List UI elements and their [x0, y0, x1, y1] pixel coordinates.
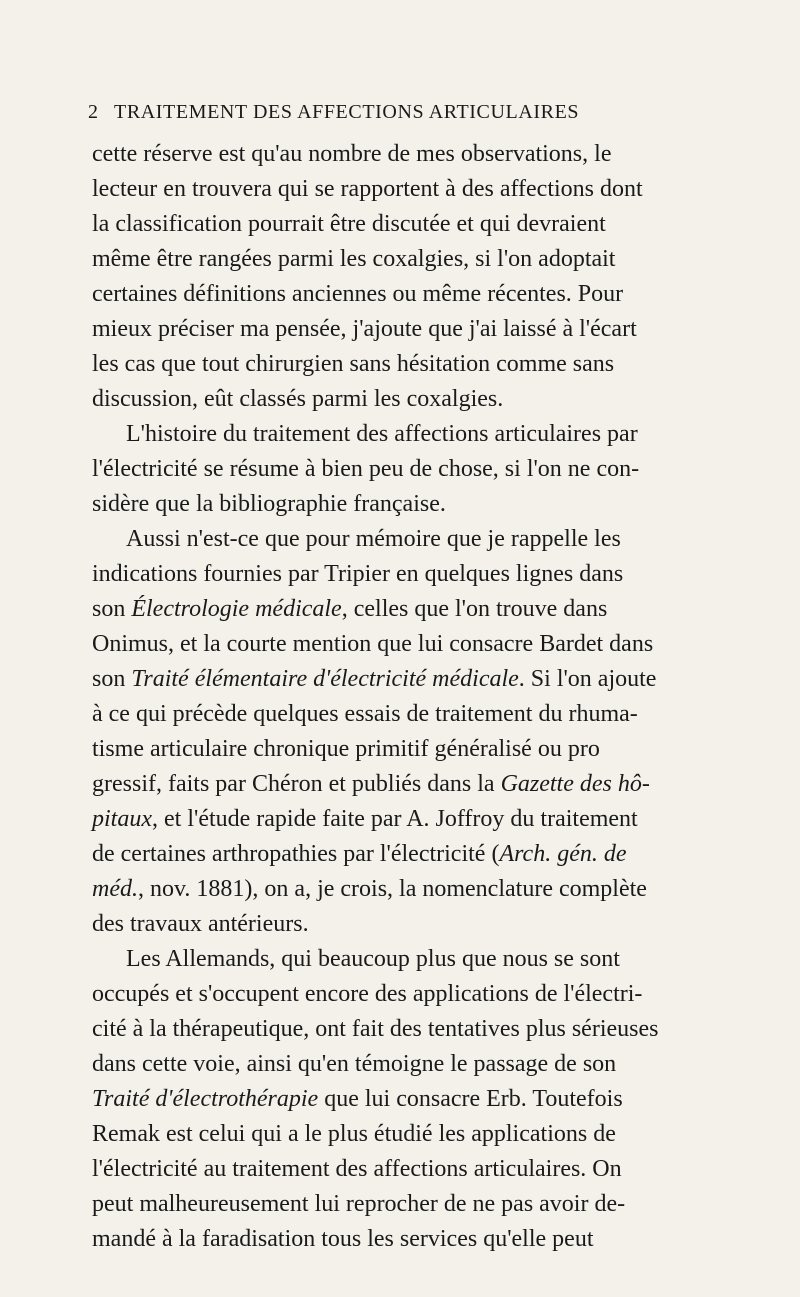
italic-title: Traité d'électrothérapie: [92, 1086, 319, 1112]
page-number: 2: [88, 101, 99, 123]
page-header: [88, 101, 728, 125]
italic-title: Traité élémentaire d'électricité médicale: [131, 666, 519, 692]
text-line: l'électricité au traitement des affections articulaires. On: [92, 1156, 622, 1182]
italic-title: Électrologie médicale: [131, 596, 342, 622]
text-line: dans cette voie, ainsi qu'en témoigne le passage de son: [92, 1051, 617, 1077]
text-line: Remak est celui qui a le plus étudié les applications de: [92, 1121, 616, 1147]
text-line: Traité d'électrothérapie que lui consacre Erb. Toutefois: [92, 1086, 623, 1112]
text-line: méd., nov. 1881), on a, je crois, la nomenclature complète: [92, 876, 647, 902]
text-line: L'histoire du traitement des affections articulaires par: [126, 421, 638, 447]
text-line: l'électricité se résume à bien peu de chose, si l'on ne con-: [92, 456, 640, 482]
text-line: son Traité élémentaire d'électricité médicale. Si l'on ajoute: [92, 666, 657, 692]
text-line: des travaux antérieurs.: [92, 911, 309, 937]
italic-title: méd.: [92, 876, 138, 902]
text-line: indications fournies par Tripier en quelques lignes dans: [92, 561, 624, 587]
text-line: cité à la thérapeutique, ont fait des tentatives plus sérieuses: [92, 1016, 659, 1042]
text-line: pitaux, et l'étude rapide faite par A. Joffroy du traitement: [92, 806, 638, 832]
text-line: mieux préciser ma pensée, j'ajoute que j'ai laissé à l'écart: [92, 316, 637, 342]
text-line: son Électrologie médicale, celles que l'on trouve dans: [92, 596, 608, 622]
text-line: lecteur en trouvera qui se rapportent à des affections dont: [92, 176, 643, 202]
text-line: occupés et s'occupent encore des applications de l'électri-: [92, 981, 643, 1007]
italic-title: pitaux: [92, 806, 152, 832]
italic-title: Gazette des hô-: [500, 771, 650, 797]
text-line: Onimus, et la courte mention que lui consacre Bardet dans: [92, 631, 654, 657]
text-line: mandé à la faradisation tous les services qu'elle peut: [92, 1226, 594, 1252]
text-line: à ce qui précède quelques essais de traitement du rhuma-: [92, 701, 638, 727]
text-line: cette réserve est qu'au nombre de mes observations, le: [92, 141, 612, 167]
text-line: discussion, eût classés parmi les coxalgies.: [92, 386, 504, 412]
text-line: gressif, faits par Chéron et publiés dans la Gazette des hô-: [92, 771, 650, 797]
text-line: Les Allemands, qui beaucoup plus que nous se sont: [126, 946, 620, 972]
text-line: Aussi n'est-ce que pour mémoire que je rappelle les: [126, 526, 621, 552]
text-line: peut malheureusement lui reprocher de ne pas avoir de-: [92, 1191, 626, 1217]
text-line: même être rangées parmi les coxalgies, si l'on adoptait: [92, 246, 616, 272]
text-line: sidère que la bibliographie française.: [92, 491, 446, 517]
body-text: [92, 137, 724, 1257]
text-line: tisme articulaire chronique primitif généralisé ou pro: [92, 736, 600, 762]
text-line: de certaines arthropathies par l'électricité (Arch. gén. de: [92, 841, 627, 867]
text-line: certaines définitions anciennes ou même récentes. Pour: [92, 281, 624, 307]
running-title: TRAITEMENT DES AFFECTIONS ARTICULAIRES: [114, 101, 580, 123]
text-line: les cas que tout chirurgien sans hésitation comme sans: [92, 351, 615, 377]
text-line: la classification pourrait être discutée et qui devraient: [92, 211, 606, 237]
italic-title: Arch. gén. de: [499, 841, 627, 867]
